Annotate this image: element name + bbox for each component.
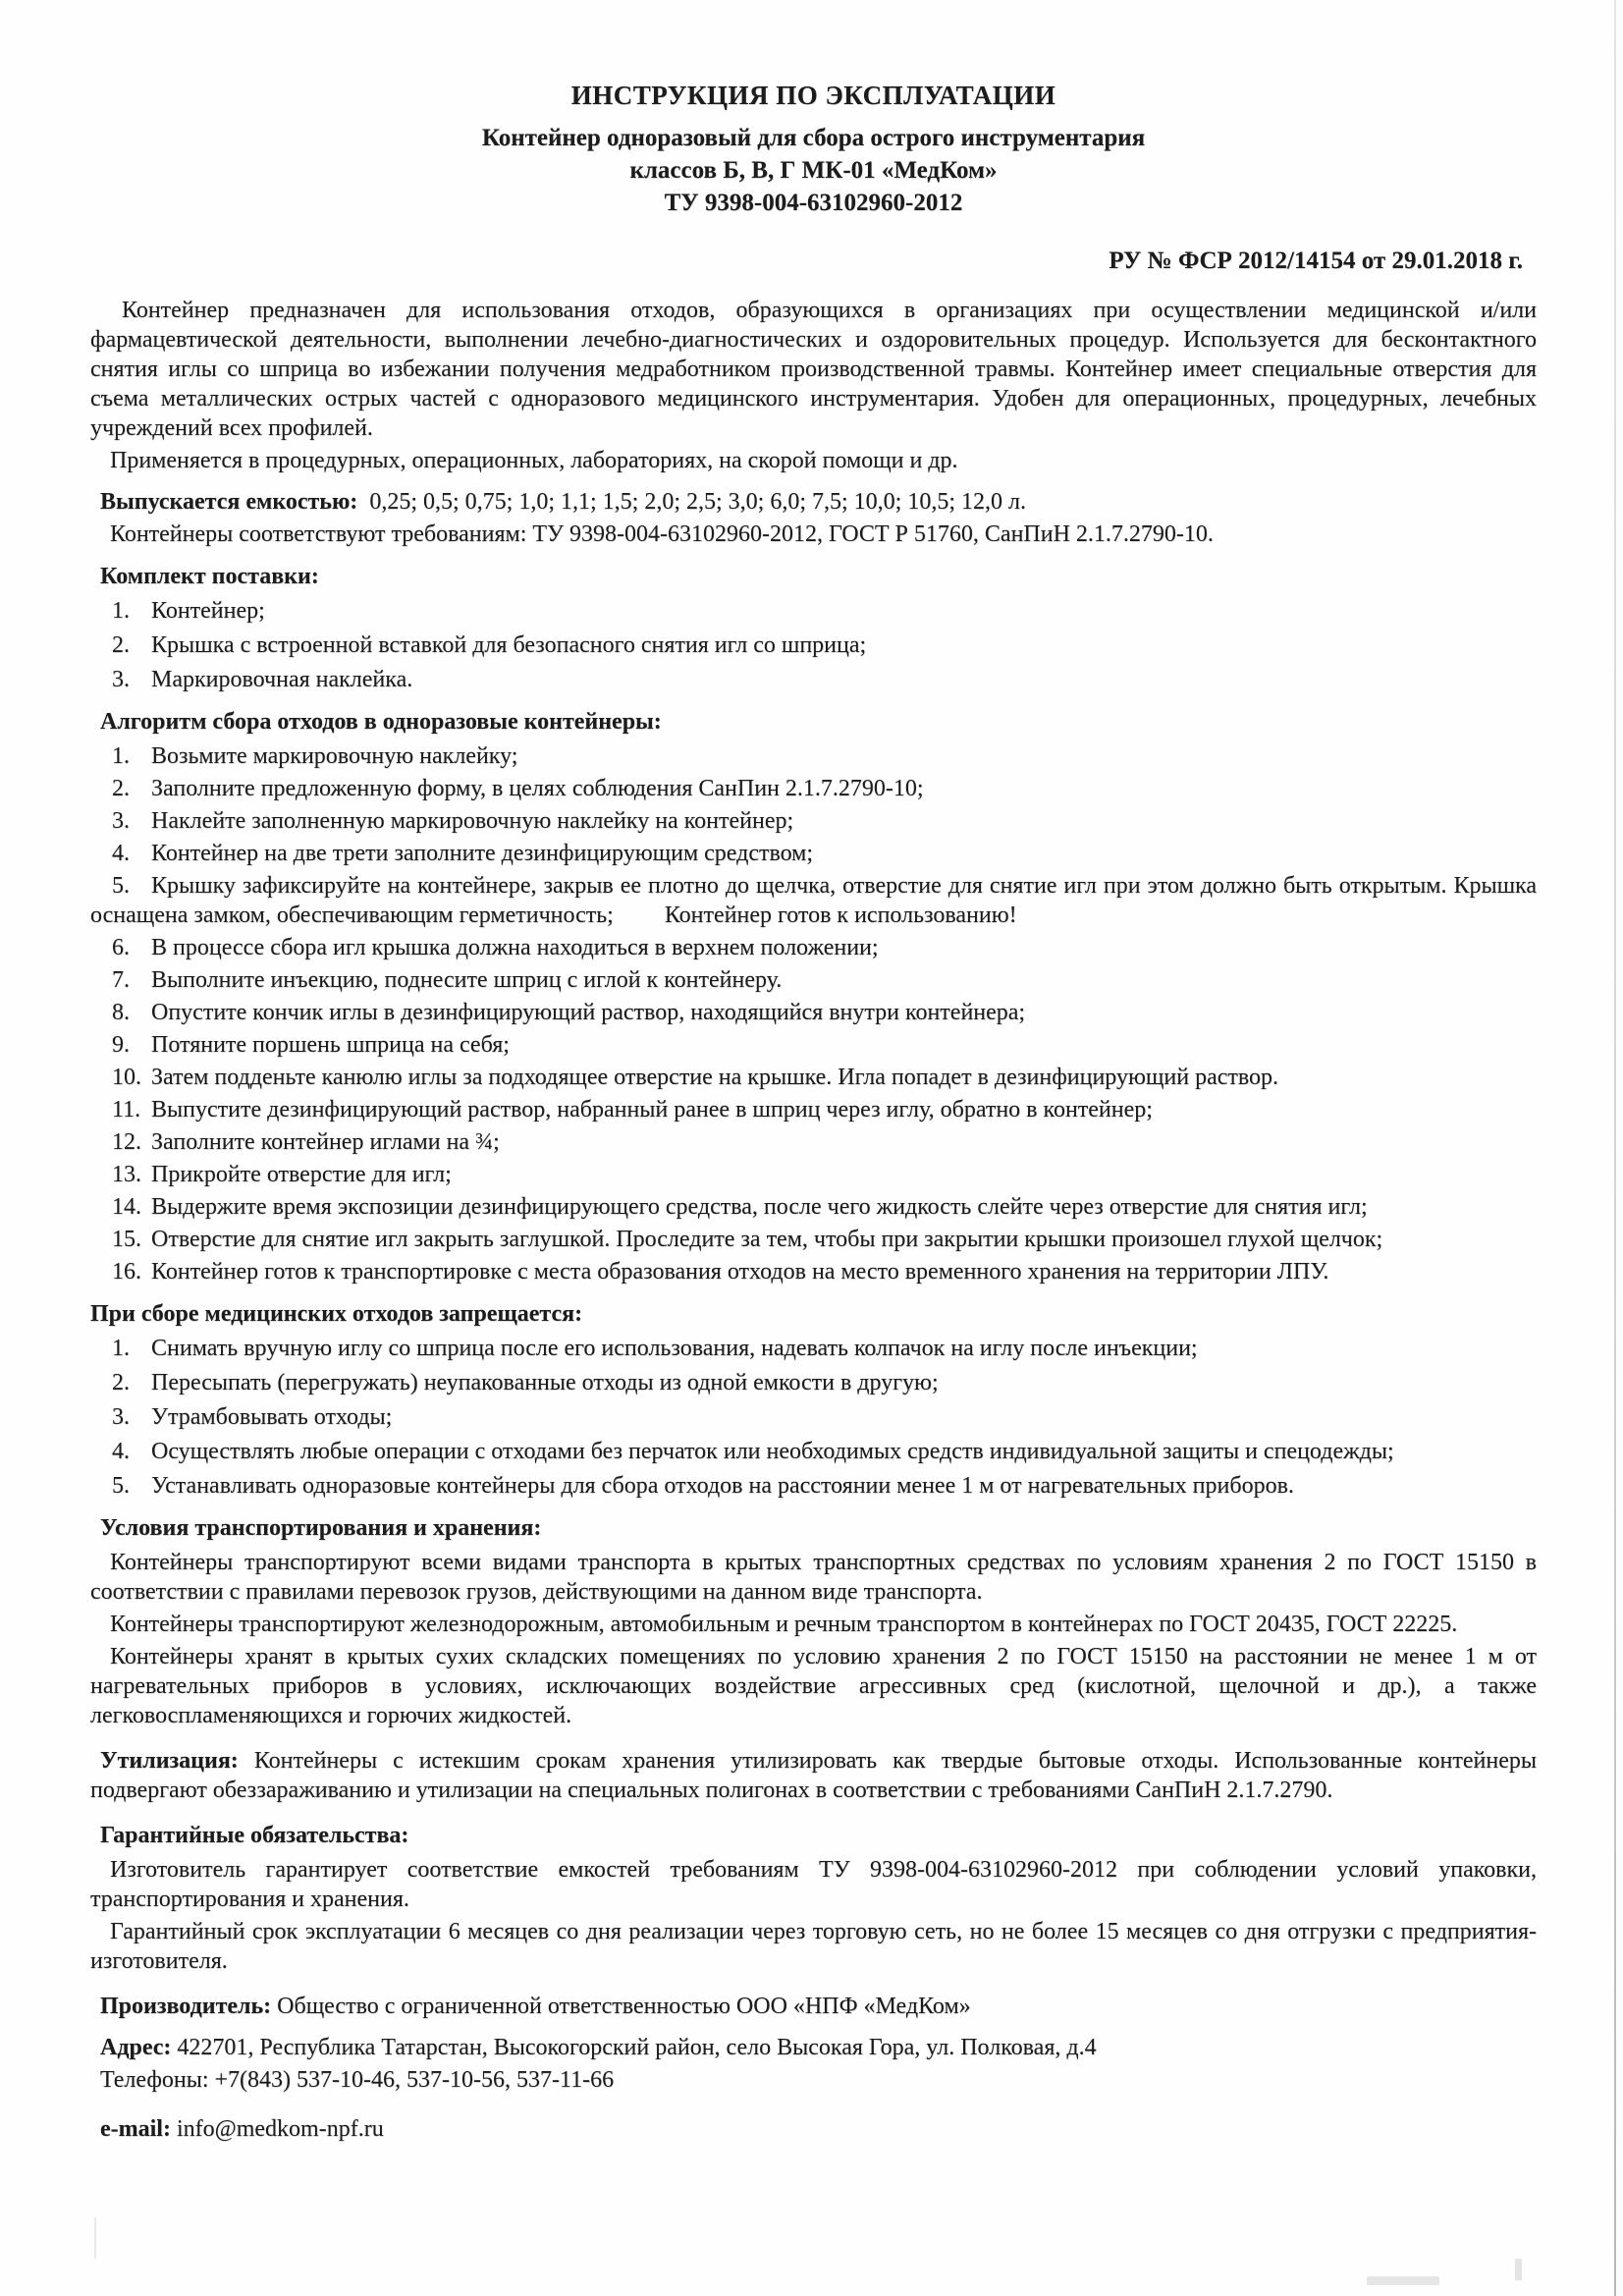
list-item — [90, 665, 1537, 694]
item-text: Контейнер; — [151, 598, 265, 624]
item-number: 1. — [112, 598, 130, 624]
prohibited-heading: При сборе медицинских отходов запрещается: — [90, 1301, 583, 1327]
item-number: 11. — [112, 1097, 141, 1122]
list-item — [90, 965, 1537, 995]
warranty-heading: Гарантийные обязательства: — [100, 1823, 409, 1848]
item-number: 3. — [112, 808, 130, 834]
item-text: Снимать вручную иглу со шприца после его использования, надевать колпачок на иглу после инъекции; — [151, 1336, 1198, 1361]
item-text: Крышку зафиксируйте на контейнере, закрыв ее плотно до щелчка, отверстие для снятие игл при этом должно быть открытым. Крышка оснащена замком, обеспечивающим герметичность; — [90, 873, 1537, 928]
list-item — [90, 630, 1537, 660]
item-number: 2. — [112, 632, 130, 658]
item-number: 15. — [112, 1227, 141, 1252]
list-item — [90, 1160, 1537, 1189]
phones-text: +7(843) 537-10-46, 537-10-56, 537-11-66 — [214, 2067, 615, 2093]
list-item — [90, 596, 1537, 626]
warranty-paragraph: Изготовитель гарантирует соответствие емкостей требованиям ТУ 9398-004-63102960-2012 при соблюдении условий упаковки, транспортирования и хранения. — [90, 1857, 1537, 1912]
scan-artifact-right-edge — [1614, 0, 1616, 2296]
algorithm-heading: Алгоритм сбора отходов в одноразовые контейнеры: — [100, 709, 662, 735]
item-number: 1. — [112, 1336, 130, 1361]
list-item — [90, 1030, 1537, 1060]
kit-list — [90, 596, 1537, 694]
document-title: ИНСТРУКЦИЯ ПО ЭКСПЛУАТАЦИИ — [570, 81, 1056, 110]
item-number: 9. — [112, 1032, 130, 1058]
address-line — [90, 2033, 1537, 2062]
list-item — [90, 998, 1537, 1027]
list-item — [90, 1063, 1537, 1092]
manufacturer-line — [90, 1992, 1537, 2021]
list-item — [90, 774, 1537, 803]
item-text: Выполните инъекцию, поднесите шприц с иглой к контейнеру. — [151, 967, 783, 993]
item-number: 5. — [112, 1473, 130, 1499]
email-line — [90, 2114, 1537, 2144]
ready-note: Контейнер готов к использованию! — [664, 902, 1017, 928]
address-label: Адрес: — [100, 2035, 172, 2060]
scan-artifact-smudge — [94, 2217, 96, 2259]
algorithm-list — [90, 741, 1537, 1286]
phones-line — [90, 2065, 1537, 2095]
item-number: 3. — [112, 667, 130, 692]
kit-heading: Комплект поставки: — [100, 564, 319, 589]
list-item — [90, 871, 1537, 930]
item-text: Устанавливать одноразовые контейнеры для сбора отходов на расстоянии менее 1 м от нагревательных приборов. — [151, 1473, 1294, 1499]
item-text: Утрамбовывать отходы; — [151, 1404, 393, 1430]
item-text: Потяните поршень шприца на себя; — [151, 1032, 510, 1058]
product-name-line1: Контейнер одноразовый для сбора острого инструментария — [481, 125, 1146, 151]
phones-label: Телефоны: — [100, 2067, 209, 2093]
item-text: Маркировочная наклейка. — [151, 667, 413, 692]
list-item — [90, 933, 1537, 962]
list-item — [90, 1368, 1537, 1397]
capacity-values: 0,25; 0,5; 0,75; 1,0; 1,1; 1,5; 2,0; 2,5; 3,0; 6,0; 7,5; 10,0; 10,5; 12,0 л. — [369, 489, 1026, 515]
compliance-paragraph: Контейнеры соответствуют требованиям: ТУ 9398-004-63102960-2012, ГОСТ Р 51760, СанПиН 2.1.7.2790-10. — [110, 521, 1214, 547]
email-text: info@medkom-npf.ru — [176, 2116, 384, 2142]
item-text: Контейнер на две трети заполните дезинфицирующим средством; — [151, 841, 814, 866]
item-text: Контейнер готов к транспортировке с места образования отходов на место временного хранения на территории ЛПУ. — [151, 1259, 1329, 1285]
capacity-line — [90, 487, 1537, 517]
item-text: Заполните предложенную форму, в целях соблюдения СанПин 2.1.7.2790-10; — [151, 776, 924, 801]
item-number: 3. — [112, 1404, 130, 1430]
intro-paragraph: Контейнер предназначен для использования отходов, образующихся в организациях при осуществлении медицинской и/или фармацевтической деятельности, выполнении лечебно-диагностических и оздоровительных процедур. Используется для бесконтактного снятия иглы со шприца во избежании получения медработником производственной травмы. Контейнер имеет специальные отверстия для съема металлических острых частей с одноразового медицинского инструментария. Удобен для операционных, процедурных, лечебных учреждений всех профилей. — [90, 298, 1537, 441]
item-number: 4. — [112, 841, 130, 866]
list-item — [90, 1257, 1537, 1286]
transport-paragraph: Контейнеры транспортируют железнодорожным, автомобильным и речным транспортом в контейнерах по ГОСТ 20435, ГОСТ 22225. — [110, 1612, 1458, 1637]
disposal-label: Утилизация: — [100, 1748, 239, 1774]
list-item — [90, 1402, 1537, 1432]
manufacturer-text: Общество с ограниченной ответственностью ООО «НПФ «МедКом» — [277, 1994, 971, 2019]
scan-artifact-smudge — [1515, 2259, 1522, 2280]
list-item — [90, 1192, 1537, 1222]
item-number: 8. — [112, 1000, 130, 1025]
item-number: 4. — [112, 1439, 130, 1464]
item-text: Осуществлять любые операции с отходами без перчаток или необходимых средств индивидуальной защиты и спецодежды; — [151, 1439, 1394, 1464]
list-item — [90, 1437, 1537, 1466]
tu-number: ТУ 9398-004-63102960-2012 — [664, 190, 963, 216]
item-number: 7. — [112, 967, 130, 993]
item-text: Отверстие для снятие игл закрыть заглушкой. Проследите за тем, чтобы при закрытии крышки произошел глухой щелчок; — [151, 1227, 1383, 1252]
transport-paragraph: Контейнеры хранят в крытых сухих складских помещениях по условию хранения 2 по ГОСТ 15150 на расстоянии не менее 1 м от нагревательных приборов в условиях, исключающих воздействие агрессивных сред (кислотной, щелочной и др.), а также легковоспламеняющихся и горючих жидкостей. — [90, 1644, 1537, 1728]
transport-heading: Условия транспортирования и хранения: — [100, 1515, 542, 1541]
manufacturer-label: Производитель: — [100, 1994, 272, 2019]
list-item — [90, 806, 1537, 836]
item-number: 2. — [112, 1370, 130, 1395]
title-block — [90, 79, 1537, 219]
item-text: Затем подденьте канюлю иглы за подходящее отверстие на крышке. Игла попадет в дезинфицирующий раствор. — [151, 1065, 1279, 1090]
item-number: 2. — [112, 776, 130, 801]
item-text: Наклейте заполненную маркировочную наклейку на контейнер; — [151, 808, 794, 834]
item-text: Выдержите время экспозиции дезинфицирующего средства, после чего жидкость слейте через отверстие для снятия игл; — [151, 1194, 1368, 1220]
item-text: Возьмите маркировочную наклейку; — [151, 743, 518, 769]
application-paragraph: Применяется в процедурных, операционных, лабораториях, на скорой помощи и др. — [110, 448, 958, 473]
item-number: 5. — [112, 873, 130, 899]
list-item — [90, 1334, 1537, 1363]
disposal-paragraph — [90, 1746, 1537, 1805]
item-text: Крышка с встроенной вставкой для безопасного снятия игл со шприца; — [151, 632, 867, 658]
warranty-paragraph: Гарантийный срок эксплуатации 6 месяцев со дня реализации через торговую сеть, но не более 15 месяцев со дня отгрузки с предприятия-изготовителя. — [90, 1919, 1537, 1974]
item-number: 16. — [112, 1259, 141, 1285]
item-text: Опустите кончик иглы в дезинфицирующий раствор, находящийся внутри контейнера; — [151, 1000, 1026, 1025]
item-number: 12. — [112, 1129, 141, 1155]
list-item — [90, 1127, 1537, 1157]
disposal-text: Контейнеры с истекшим срокам хранения утилизировать как твердые бытовые отходы. Использованные контейнеры подвергают обеззараживанию и утилизации на специальных полигонах в соответствии с требованиями СанПиН 2.1.7.2790. — [90, 1748, 1537, 1803]
item-number: 14. — [112, 1194, 141, 1220]
item-number: 13. — [112, 1162, 141, 1187]
capacity-label: Выпускается емкостью: — [100, 489, 358, 515]
list-item — [90, 1471, 1537, 1501]
item-text: Выпустите дезинфицирующий раствор, набранный ранее в шприц через иглу, обратно в контейнер; — [151, 1097, 1153, 1122]
list-item — [90, 1095, 1537, 1124]
scan-artifact-smudge — [1367, 2276, 1439, 2285]
list-item — [90, 1225, 1537, 1254]
item-text: Заполните контейнер иглами на ¾; — [151, 1129, 500, 1155]
list-item — [90, 839, 1537, 868]
product-name-line2: классов Б, В, Г МК-01 «МедКом» — [629, 157, 998, 184]
item-number: 1. — [112, 743, 130, 769]
item-text: В процессе сбора игл крышка должна находиться в верхнем положении; — [151, 935, 879, 960]
item-number: 10. — [112, 1065, 141, 1090]
list-item — [90, 741, 1537, 771]
item-text: Прикройте отверстие для игл; — [151, 1162, 452, 1187]
transport-paragraph: Контейнеры транспортируют всеми видами транспорта в крытых транспортных средствах по условиям хранения 2 по ГОСТ 15150 в соответствии с правилами перевозок грузов, действующими на данном виде транспорта. — [90, 1550, 1537, 1605]
prohibited-list — [90, 1334, 1537, 1501]
address-text: 422701, Республика Татарстан, Высокогорский район, село Высокая Гора, ул. Полковая, д.4 — [177, 2035, 1097, 2060]
email-label: e-mail: — [100, 2116, 171, 2142]
item-text: Пересыпать (перегружать) неупакованные отходы из одной емкости в другую; — [151, 1370, 939, 1395]
item-number: 6. — [112, 935, 130, 960]
registration-number: РУ № ФСР 2012/14154 от 29.01.2018 г. — [1109, 247, 1523, 274]
